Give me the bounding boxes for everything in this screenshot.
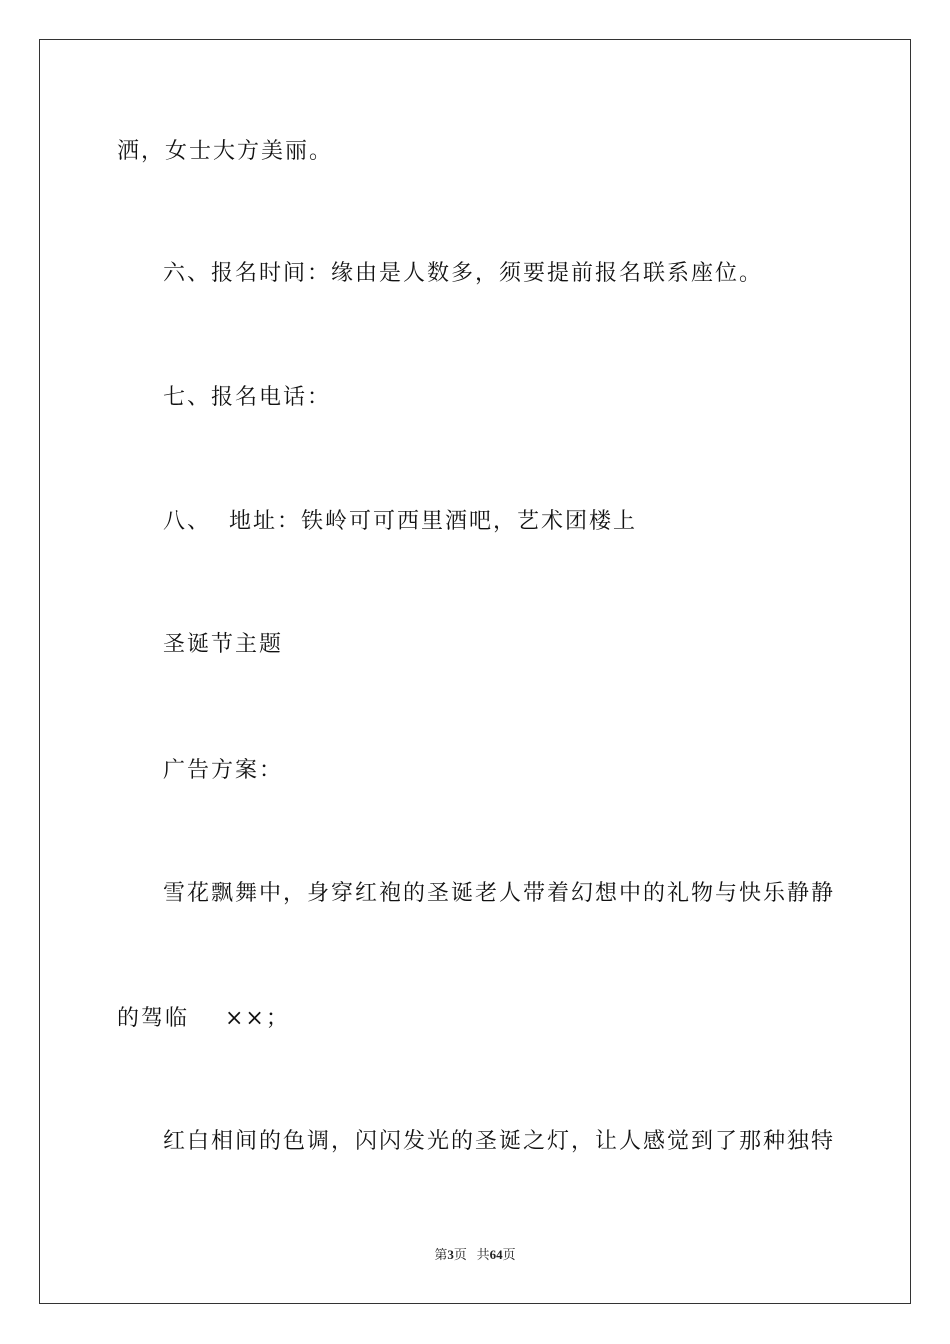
current-page-number: 3 <box>447 1247 454 1262</box>
paragraph-line: 雪花飘舞中，身穿红袍的圣诞老人带着幻想中的礼物与快乐静静 <box>163 881 836 906</box>
paragraph-line: 广告方案： <box>163 758 284 783</box>
paragraph-line: 六、报名时间：缘由是人数多，须要提前报名联系座位。 <box>163 261 764 286</box>
page-footer <box>0 1246 950 1264</box>
footer-prefix: 第 <box>434 1247 448 1262</box>
section-heading: 圣诞节主题 <box>163 632 284 657</box>
footer-total-prefix: 共 <box>476 1247 490 1262</box>
page-border <box>39 39 911 1304</box>
total-pages-number: 64 <box>489 1247 503 1262</box>
footer-page-suffix: 页 <box>453 1247 467 1262</box>
paragraph-line: 七、报名电话： <box>163 385 332 410</box>
paragraph-line: 洒，女士大方美丽。 <box>117 139 334 164</box>
footer-total-suffix: 页 <box>502 1247 516 1262</box>
paragraph-line: 的驾临 ××； <box>117 1006 290 1031</box>
paragraph-line: 红白相间的色调，闪闪发光的圣诞之灯，让人感觉到了那种独特 <box>163 1129 836 1154</box>
paragraph-line: 八、 地址：铁岭可可西里酒吧，艺术团楼上 <box>163 509 637 534</box>
